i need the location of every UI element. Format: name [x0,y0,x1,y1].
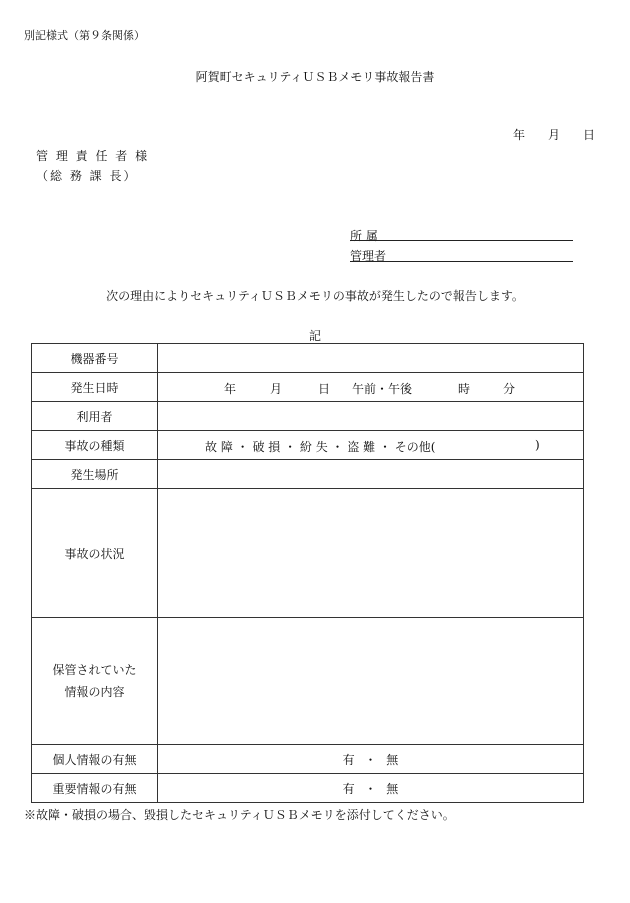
contents-label [32,618,158,745]
incident-type-close-paren: ) [535,438,540,452]
device-number-label: 機器番号 [32,344,158,373]
affiliation-label: 所 属 [350,229,378,243]
incident-type-options: 故 障 ・ 破 損 ・ 紛 失 ・ 盗 難 ・ その他( [205,440,436,454]
location-label: 発生場所 [32,460,158,489]
row-device-number [32,344,584,373]
affiliation-underline [350,240,573,241]
manager-underline [350,261,573,262]
row-incident-type [32,431,584,460]
contents-label-line1: 保管されていた [52,663,137,677]
intro-text: 次の理由によりセキュリティＵＳＢメモリの事故が発生したので報告します。 [106,289,524,303]
situation-label: 事故の状況 [32,489,158,618]
row-location [32,460,584,489]
occurred-at-value[interactable] [158,373,584,402]
situation-value[interactable] [158,489,584,618]
row-personal-info [32,745,584,774]
ki-label: 記 [308,329,321,343]
occurred-ampm: 午前・午後 [352,382,413,396]
occurred-month: 月 [270,382,283,396]
row-user [32,402,584,431]
location-value[interactable] [158,460,584,489]
important-info-options[interactable]: 有 ・ 無 [158,774,584,803]
contents-label-line2: 情報の内容 [64,685,125,699]
occurred-day: 日 [318,382,331,396]
occurred-hour: 時 [458,382,471,396]
date-year: 年 [513,128,526,142]
incident-type-value[interactable] [158,431,584,460]
row-situation [32,489,584,618]
occurred-minute: 分 [503,382,516,396]
occurred-at-label: 発生日時 [32,373,158,402]
footnote: ※故障・破損の場合、毀損したセキュリティＵＳＢメモリを添付してください。 [24,808,455,822]
form-number: 別記様式（第９条関係） [24,29,145,42]
user-label: 利用者 [32,402,158,431]
device-number-value[interactable] [158,344,584,373]
important-info-label: 重要情報の有無 [32,774,158,803]
row-contents [32,618,584,745]
manager-label: 管理者 [350,249,387,263]
occurred-year: 年 [224,382,237,396]
date-day: 日 [583,128,596,142]
user-value[interactable] [158,402,584,431]
contents-value[interactable] [158,618,584,745]
personal-info-label: 個人情報の有無 [32,745,158,774]
document-title: 阿賀町セキュリティＵＳＢメモリ事故報告書 [195,70,435,84]
addressee-department: （総 務 課 長） [36,169,138,183]
addressee: 管 理 責 任 者 様 [36,149,150,163]
personal-info-options[interactable]: 有 ・ 無 [158,745,584,774]
date-month: 月 [548,128,561,142]
row-occurred-at [32,373,584,402]
row-important-info [32,774,584,803]
incident-type-label: 事故の種類 [32,431,158,460]
report-form-table [31,343,584,803]
